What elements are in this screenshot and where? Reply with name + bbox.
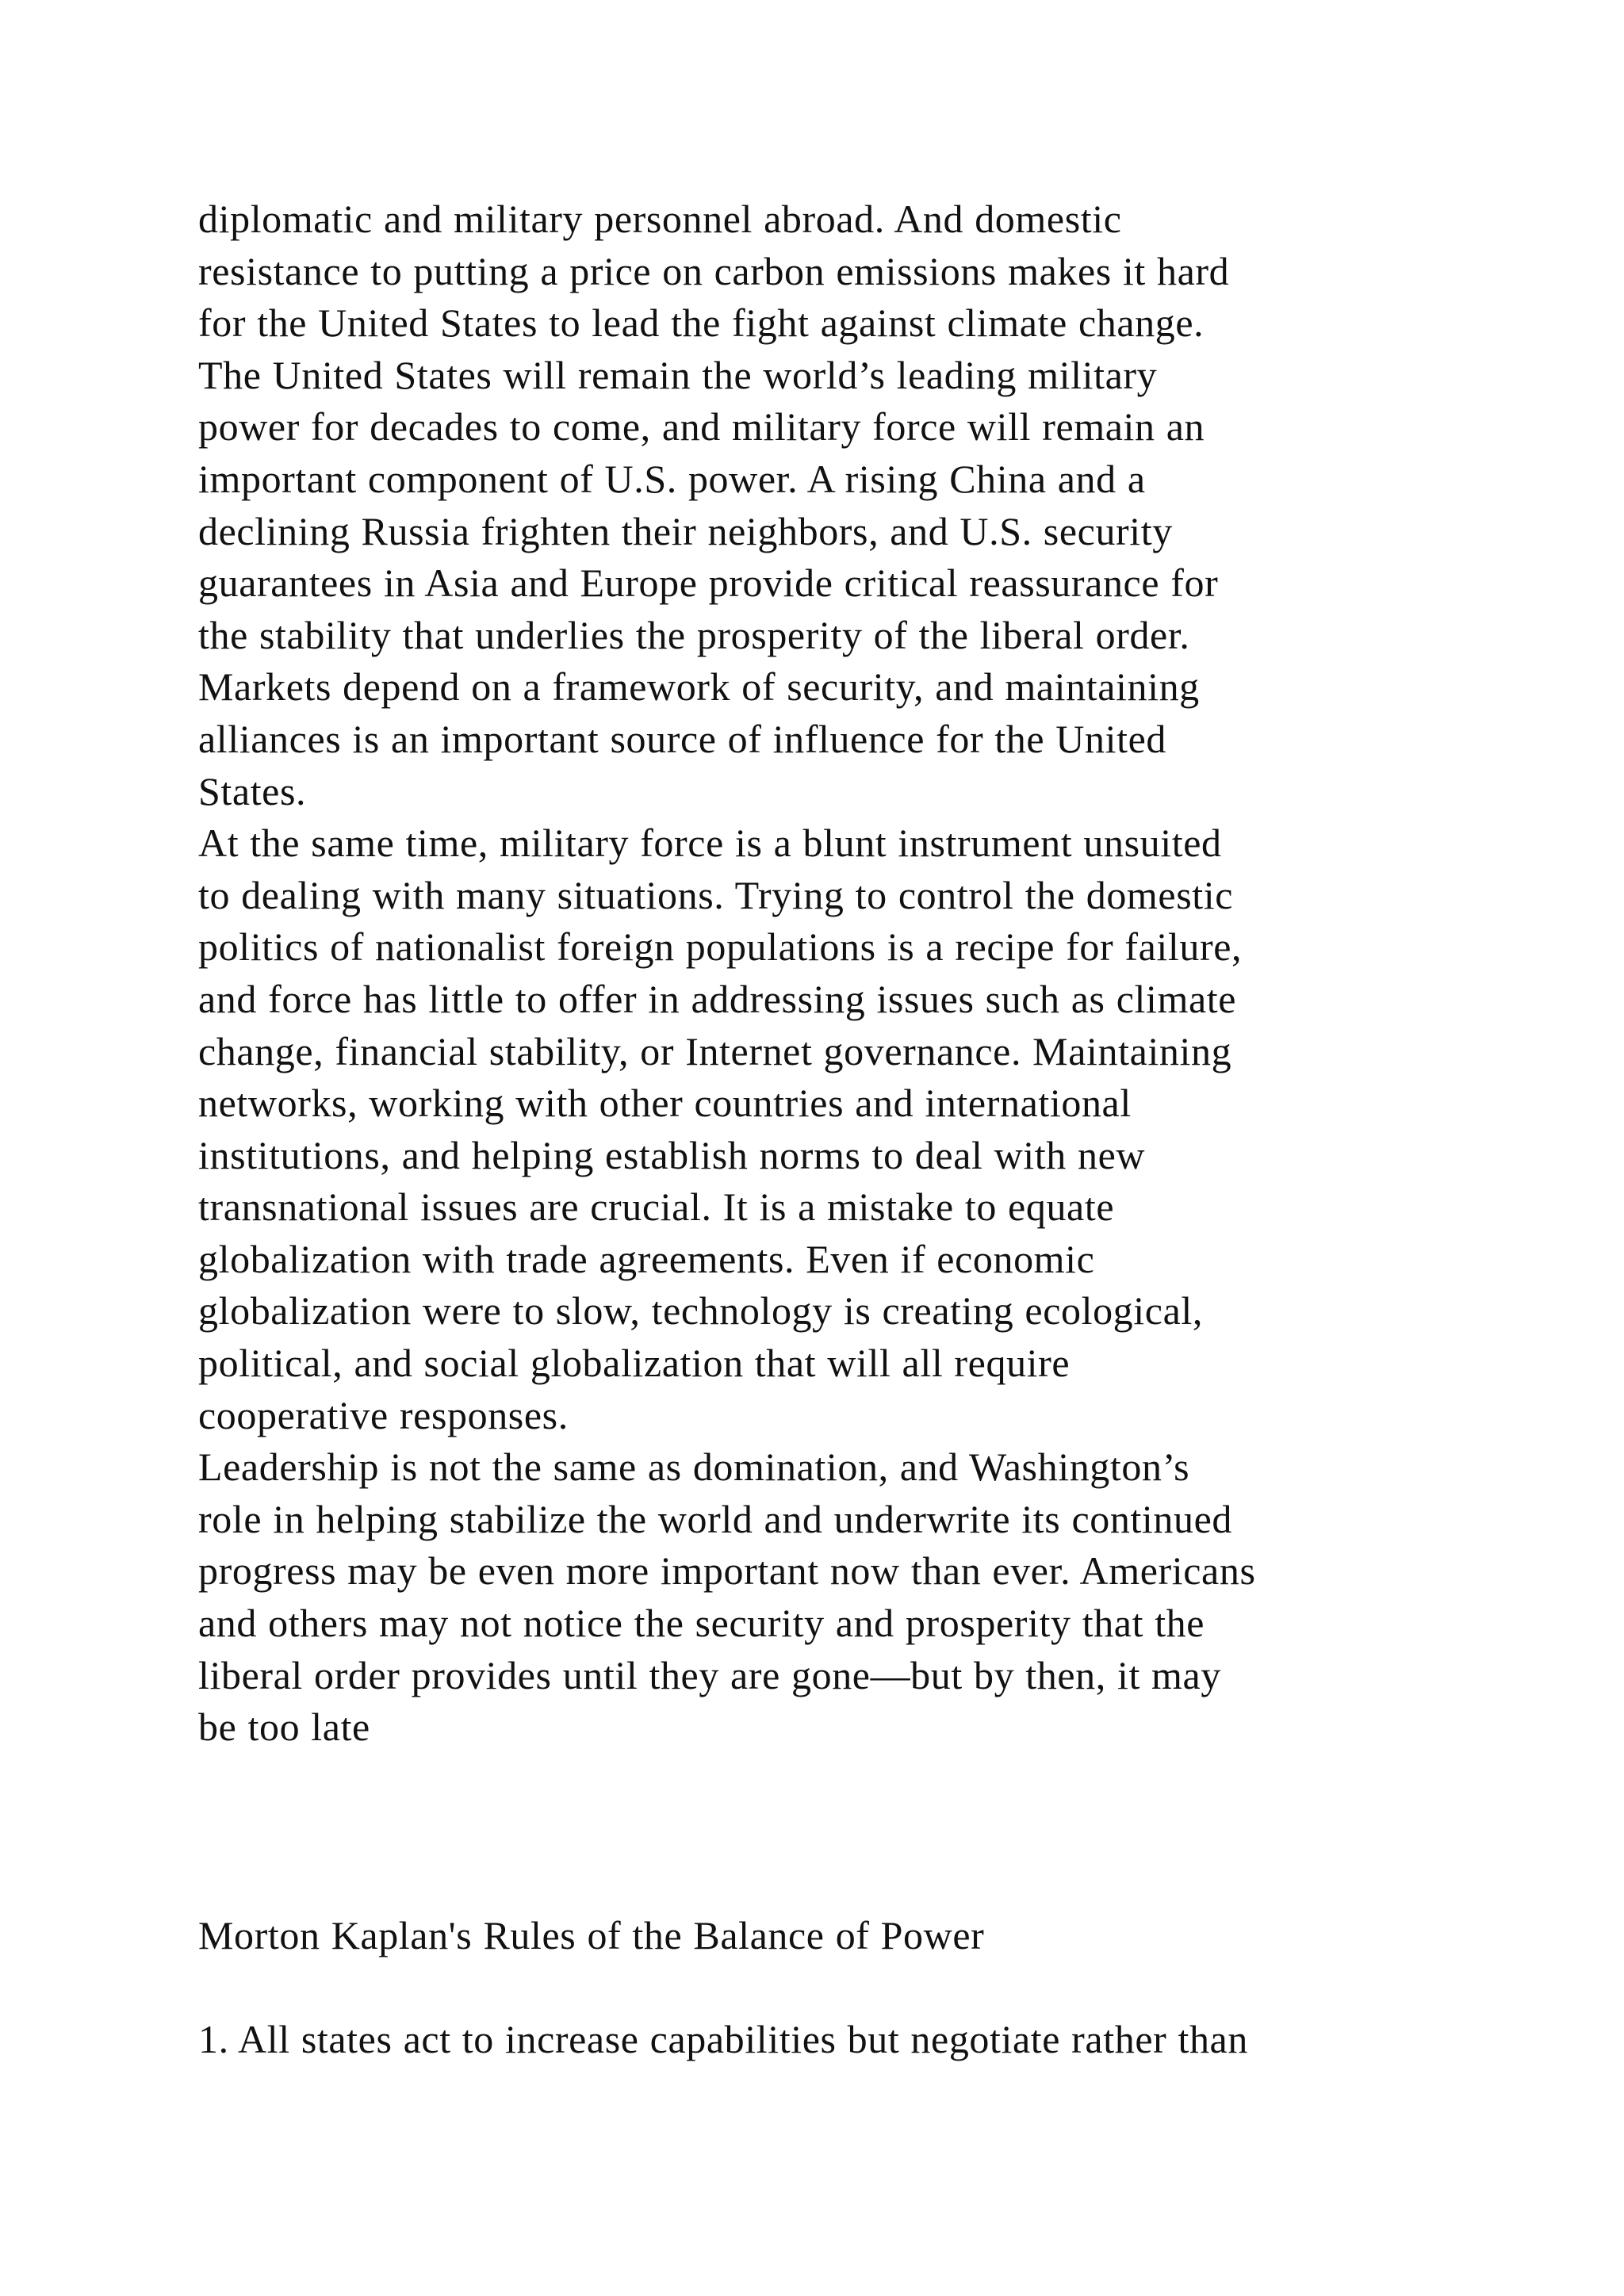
body-line: for the United States to lead the fight against climate change. (198, 300, 1205, 346)
body-line: the stability that underlies the prosperity of the liberal order. (198, 612, 1190, 657)
body-line: declining Russia frighten their neighbors, and U.S. security (198, 508, 1173, 553)
body-line: and others may not notice the security and prosperity that the (198, 1601, 1205, 1646)
section-heading: Morton Kaplan's Rules of the Balance of Power (198, 1912, 985, 1957)
body-line: Markets depend on a framework of security, and maintaining (198, 664, 1200, 710)
blank-line (198, 1961, 1546, 2014)
blank-line (198, 1805, 1546, 1858)
body-line: change, financial stability, or Internet governance. Maintaining (198, 1028, 1232, 1073)
body-line: resistance to putting a price on carbon emissions makes it hard (198, 248, 1230, 293)
body-line: alliances is an important source of influence for the United (198, 716, 1166, 761)
body-line: globalization with trade agreements. Even if economic (198, 1236, 1095, 1281)
body-line: political, and social globalization that will all require (198, 1341, 1071, 1386)
blank-line (198, 1754, 1546, 1806)
body-line: important component of U.S. power. A rising China and a (198, 456, 1146, 501)
document-body (198, 193, 1546, 2065)
body-line: cooperative responses. (198, 1392, 569, 1437)
body-line: liberal order provides until they are gone—but by then, it may (198, 1652, 1221, 1697)
body-line: power for decades to come, and military force will remain an (198, 404, 1205, 450)
rule-item-1: 1. All states act to increase capabilities but negotiate rather than (198, 2016, 1248, 2061)
body-line: be too late (198, 1705, 370, 1750)
body-line: to dealing with many situations. Trying to control the domestic (198, 872, 1234, 917)
body-line: progress may be even more important now than ever. Americans (198, 1548, 1256, 1594)
body-line: At the same time, military force is a blunt instrument unsuited (198, 821, 1222, 866)
body-line: politics of nationalist foreign populations is a recipe for failure, (198, 924, 1243, 970)
body-line: Leadership is not the same as domination, and Washington’s (198, 1445, 1190, 1490)
body-line: and force has little to offer in addressing issues such as climate (198, 976, 1237, 1021)
body-line: The United States will remain the world’s leading military (198, 352, 1158, 397)
blank-line (198, 1858, 1546, 1910)
body-line: States. (198, 768, 307, 813)
body-line: institutions, and helping establish norms to deal with new (198, 1132, 1146, 1177)
body-line: guarantees in Asia and Europe provide critical reassurance for (198, 561, 1219, 606)
body-line: diplomatic and military personnel abroad. And domestic (198, 197, 1122, 241)
body-line: globalization were to slow, technology is creating ecological, (198, 1288, 1203, 1334)
body-line: networks, working with other countries and international (198, 1081, 1132, 1126)
body-line: transnational issues are crucial. It is a mistake to equate (198, 1184, 1115, 1230)
body-line: role in helping stabilize the world and underwrite its continued (198, 1496, 1233, 1541)
